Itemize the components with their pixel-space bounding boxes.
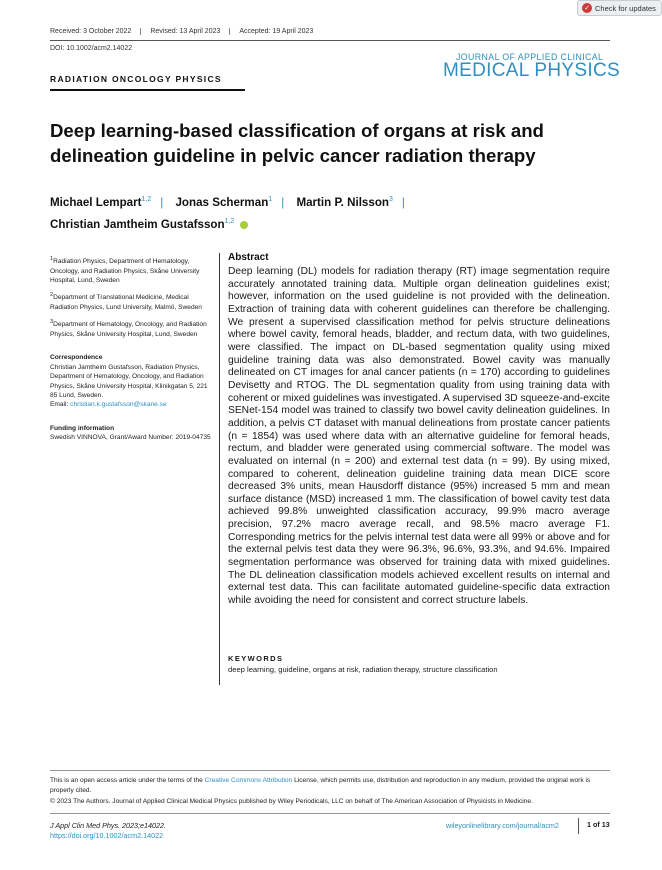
author-name[interactable]: Jonas Scherman xyxy=(175,195,269,209)
funding-heading: Funding information xyxy=(50,424,115,432)
journal-name-line2: MEDICAL PHYSICS xyxy=(443,60,620,81)
license-block: This is an open access article under the terms of the Creative Commons Attribution License, which permits use, distribution and reproduction in any medium, provided the original work is properly cited. © 2023 The Authors. Journal of Applied Clinical Medical Physics published by Wiley Periodicals, LLC on behalf of The American Association of Physicists in Medicine. xyxy=(50,777,591,805)
cc-license-link[interactable]: Creative Commons Attribution xyxy=(204,777,293,784)
check-for-updates-label: Check for updates xyxy=(595,3,656,13)
author-sup: 3 xyxy=(389,196,393,203)
author-separator: | xyxy=(281,195,285,209)
journal-site-link[interactable]: wileyonlinelibrary.com/journal/acm2 xyxy=(446,821,559,830)
license-divider xyxy=(50,770,610,771)
author-sup: 1,2 xyxy=(141,196,152,203)
affiliation: $^3$Department of Hematology, Oncology, and Radiation Physics, Skåne University Hospital, Lund, Sweden xyxy=(50,319,207,338)
funding-text: Swedish VINNOVA, Grant/Award Number: 2019-04735 xyxy=(50,434,211,442)
abstract-text: Deep learning (DL) models for radiation therapy (RT) image segmentation require accurately annotated training data. Multiple organ delineation guidelines exist; however, information on the used guideline is not provided with the delineation. Extraction of training data with coherent guidelines can therefore be challenging. We present a supervised classification method for pelvis structure delineations where bowel cavity, femoral heads, bladder, and rectum data, with two guidelines, were classified. The impact on DL-based segmentation quality using mixed guideline training data was also demonstrated. Bowel cavity was manually delineated on CT images for anal cancer patients (n = 170) according to guidelines Devisetty and RTOG. The DL segmentation quality from using training data with coherent or mixed guidelines was investigated. A supervised 3D squeeze-and-excite SENet-154 model was trained to classify two bowel cavity delineation guidelines. In addition, a pelvis CT dataset with manual delineations from prostate cancer patients (n = 1854) was used where data with an alternative guideline for femoral heads, rectum, and bladder were generated using commercial software. The model was evaluated on internal (n = 200) and external test data (n = 99). By using mixed, compared to coherent, delineation guideline training data mean DICE score decreased 3% units, mean Hausdorff distance (95%) increased 5 mm and mean surface distance (MSD) increased 1 mm. The classification of bowel cavity test data achieved 99.8% unweighted classification accuracy, 99.9% macro average precision, 97.2% macro average recall, and 98.5% macro average F1. Corresponding metrics for the pelvis internal test data were all 99% or above and for the external pelvis test data they were 96.3%, 96.6%, 93.3%, and 94.6%. Impaired segmentation performance was observed for training data with mixed guidelines. The DL delineation classification models achieved excellent results on internal and external test data. This can facilitate automated guideline-specific data extraction while avoiding the need for consistent and correct structure labels. xyxy=(228,266,610,607)
top-divider xyxy=(50,40,610,41)
footer-divider xyxy=(50,813,610,814)
abstract-heading: Abstract xyxy=(228,252,269,263)
author-sup: 1 xyxy=(268,196,273,203)
author-separator: | xyxy=(160,195,164,209)
sidebar-info xyxy=(50,255,212,449)
citation-block xyxy=(50,821,166,841)
orcid-icon[interactable] xyxy=(240,221,248,229)
author-name[interactable]: Christian Jamtheim Gustafsson xyxy=(50,217,225,231)
article-title: Deep learning-based classification of organs at risk and delineation guideline in pelvic cancer radiation therapy xyxy=(50,120,544,166)
author-sup: 1,2 xyxy=(224,217,235,225)
correspondence-text: Christian Jamtheim Gustafsson, Radiation Physics, Department of Hematology, Oncology, and Radiation Physics, Skåne University Hospital, Klinikgatan 5, 221 85 Lund, Sweden. xyxy=(50,363,208,400)
copyright: © 2023 The Authors. Journal of Applied Clinical Medical Physics published by Wiley Periodicals, LLC on behalf of The American Association of Physicists in Medicine. xyxy=(50,797,533,805)
update-icon: ✓ xyxy=(582,3,592,13)
author-separator: | xyxy=(401,195,405,209)
doi: DOI: 10.1002/acm2.14022 xyxy=(50,45,133,52)
keywords-heading: KEYWORDS xyxy=(228,654,284,663)
affiliation: $^2$Department of Translational Medicine, Medical Radiation Physics, Lund University, Malmö, Sweden xyxy=(50,292,202,311)
received-date: Received: 3 October 2022 xyxy=(50,28,141,35)
citation: J Appl Clin Med Phys. 2023;e14022. xyxy=(50,821,167,830)
section-underline xyxy=(50,89,245,91)
affiliation: $^1$Radiation Physics, Department of Hematology, Oncology, and Radiation Physics, Skåne University Hospital, Lund, Sweden xyxy=(50,256,200,284)
correspondence-heading: Correspondence xyxy=(50,354,103,362)
accepted-date: Accepted: 19 April 2023 xyxy=(239,28,314,35)
journal-name-line1: JOURNAL OF APPLIED CLINICAL xyxy=(456,52,604,62)
section-label: RADIATION ONCOLOGY PHYSICS xyxy=(50,74,222,84)
email-link[interactable]: christian.k.gustafsson@skane.se xyxy=(70,401,167,409)
check-for-updates-button[interactable] xyxy=(577,0,662,16)
author-list xyxy=(50,190,610,234)
dates-bar xyxy=(50,28,331,35)
doi-link[interactable]: https://doi.org/10.1002/acm2.14022 xyxy=(50,831,164,840)
abstract-rule xyxy=(219,253,220,685)
keywords-text: deep learning, guideline, organs at risk, radiation therapy, structure classification xyxy=(228,665,498,674)
correspondence-email-line: Email: christian.k.gustafsson@skane.se xyxy=(50,401,167,409)
author-name[interactable]: Martin P. Nilsson xyxy=(296,195,389,209)
author-name[interactable]: Michael Lempart xyxy=(50,195,142,209)
page-number: 1 of 13 xyxy=(578,818,610,834)
revised-date: Revised: 13 April 2023 xyxy=(150,28,230,35)
